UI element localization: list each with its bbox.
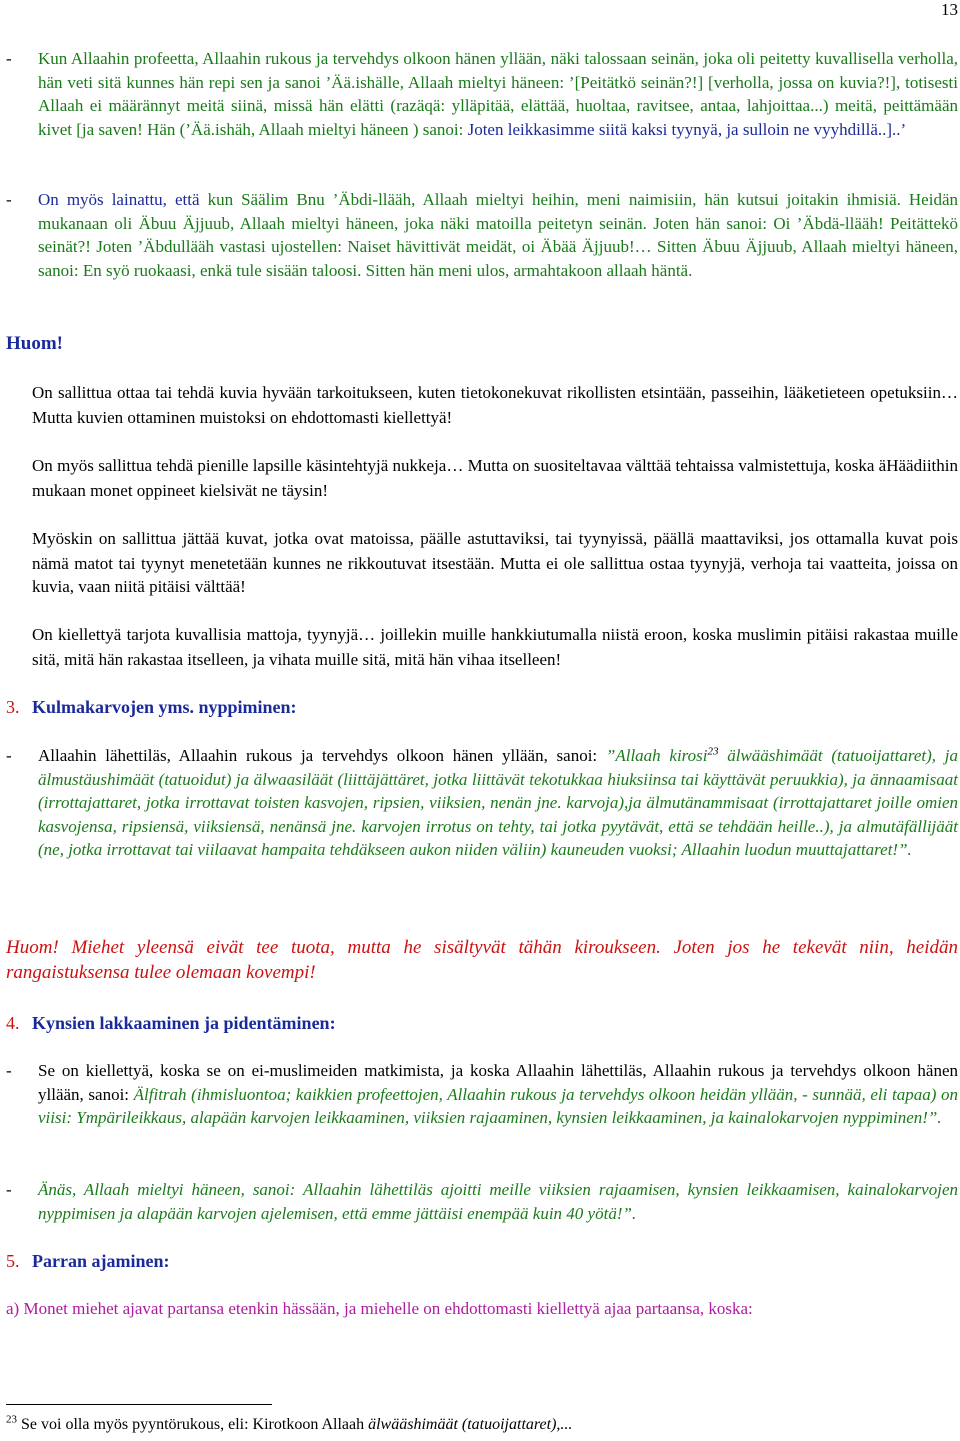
bullet-paragraph-2 (6, 188, 958, 282)
dash: - (6, 49, 12, 68)
item-text: On myös sallittua tehdä pienille lapsille käsintehtyjä nukkeja… Mutta on suositeltavaa välttää tehtaissa valmistettuja, koska äHäädiithin mukaan monet oppineet kielsivät ne täysin! (32, 456, 958, 500)
bullet-paragraph-4 (6, 1059, 958, 1130)
quote-body: älwääshimäät (tatuoijattaret), ja älmustäushimäät (tatuoidut) ja älwaasiläät (liittäjättäret, jotka liittävät tekotukkaa hiuksiinsa tai käyttävät peruukkia), ja ännaamisaat (irrottajattaret, jotka irrottavat toisten kasvojen, ripsien, viiksien, nenän jne. karvoja),ja älmutänammisaat (irrottajattaret joille omien kasvojensa, ripsiensä, viiksiensä, nenänsä jne. karvojen irrotus on tehty, tai jotka pyytävät, että se tehdään heille..), ja almutäfällijäät (ne, jotka irrottavat tai viilaavat hampaita tehdäkseen aukon niiden väliin) kauneuden vuoksi; Allaahin luodun muuttajattaret!”. (38, 746, 958, 859)
section-title: Kynsien lakkaaminen ja pidentäminen: (32, 1013, 336, 1033)
section-title: Kulmakarvojen yms. nyppiminen: (32, 697, 297, 717)
footnote-text: Se voi olla myös pyyntörukous, eli: Kirotkoon Allaah (17, 1416, 369, 1433)
item-b (6, 454, 958, 502)
item-letter (6, 528, 32, 552)
item-text: On sallittua ottaa tai tehdä kuvia hyvään tarkoitukseen, kuten tietokonekuvat rikollisten etsintään, passeihin, lääketieteen opetuksiin… Mutta kuvien ottaminen muistoksi on ehdottomasti kiellettyä! (32, 383, 958, 427)
item-letter (6, 624, 32, 648)
intro-text: On myös lainattu, että (38, 190, 208, 209)
section-3-heading (6, 696, 958, 720)
bullet-paragraph-1 (6, 47, 958, 141)
item-a (6, 381, 958, 429)
section-number: 4. (6, 1013, 20, 1033)
page-number: 13 (941, 0, 958, 19)
dash: - (6, 746, 12, 765)
footnote-italic: älwääshimäät (tatuoijattaret),... (368, 1416, 573, 1433)
dash: - (6, 190, 12, 209)
item-letter (6, 382, 32, 406)
dash: - (6, 1061, 12, 1080)
section-5-heading (6, 1250, 958, 1274)
intro-text: Se on kiellettyä, koska se on ei-muslimeiden matkimista, ja koska Allaahin lähettiläs, Allaahin rukous ja tervehdys olkoon hänen yllään, sanoi: (38, 1061, 958, 1104)
quote-text: Änäs, Allaah mieltyi häneen, sanoi: Allaahin lähettiläs ajoitti meille viiksien rajaamisen, kynsien leikkaamisen, kainalokarvojen nyppimisen ja alapään karvojen ajelemisen, että emme jättäisi enempää kuin 40 yötä!”. (38, 1180, 958, 1223)
narration-text: kun Säälim Bnu ’Äbdi-llääh, Allaah mieltyi heihin, meni naimisiin, hän kutsui joitakin ihmisiä. Heidän mukanaan oli Äbuu Äjjuub, Allaah mieltyi häneen, joka näki matoilla peitetyn seinän. Joten hän sanoi: Oi ’Äbdä-llääh! Peitättekö seinät?! Joten ’Äbdullääh vastasi ujostellen: Naiset hävittivät meidät, oi Äbää Äjjuub!… Sitten Äbuu Äjjuub, Allaah mieltyi häneen, sanoi: En syö ruokaasi, enkä tule sisään taloosi. Sitten hän meni ulos, armahtakoon allaah häntä. (38, 190, 959, 280)
red-note: Huom! Miehet yleensä eivät tee tuota, mutta he sisältyvät tähän kiroukseen. Joten jos he tekevät niin, heidän rangaistuksensa tulee olemaan kovempi! (6, 937, 958, 983)
section-4-heading (6, 1012, 958, 1036)
intro-text: Allaahin lähettiläs, Allaahin rukous ja tervehdys olkoon hänen yllään, sanoi: (38, 746, 606, 765)
section-number: 5. (6, 1251, 20, 1271)
footnote-divider (6, 1404, 272, 1405)
quote-start: ”Allaah kirosi (605, 746, 708, 765)
section-number: 3. (6, 697, 20, 717)
item-letter (6, 455, 32, 479)
footnote-number: 23 (6, 1413, 17, 1426)
item-c (6, 527, 958, 599)
item-text: Myöskin on sallittua jättää kuvat, jotka ovat matoissa, päälle astuttaviksi, tai tyynyissä, päällä maattaviksi, jos ottamalla kuvat pois nämä matot tai tyynyt menetetään kunnes ne rikkoutuvat itsestään. Mutta ei ole sallittua ostaa tyynyjä, verhoja tai vaatteita, joissa on kuvia, vaan niitä pitäisi välttää! (32, 529, 958, 596)
huom-heading: Huom! (6, 333, 63, 354)
section-title: Parran ajaminen: (32, 1251, 170, 1271)
quote-text: Älfitrah (ihmisluontoa; kaikkien profeettojen, Allaahin rukous ja tervehdys olkoon heidän yllään, - sunnää, eli tapaa) on viisi: Ympärileikkaus, alapään karvojen leikkaaminen, viiksien rajaaminen, kynsien leikkaaminen, ja kainalokarvojen nyppiminen!”. (38, 1084, 958, 1127)
hadith-text-end: Joten leikkasimme siitä kaksi tyynyä, ja sulloin ne vyyhdillä..]..’ (467, 119, 907, 139)
item-d (6, 623, 958, 671)
bullet-paragraph-5 (6, 1178, 958, 1225)
bullet-paragraph-3 (6, 744, 958, 862)
hadith-text: Kun Allaahin profeetta, Allaahin rukous ja tervehdys olkoon hänen yllään, näki talossaan seinän, joka oli peitetty kuvallisella verholla, hän veti sitä kunnes hän repi sen ja sanoi ’Ää.ishälle, Allaah mieltyi häneen: ’[Peitätkö seinän?!] [verholla, jossa on kuvia?!], totisesti Allaah ei määrännyt meitä siinä, missä hän elätti (razäqä: ylläpitää, elättää, huoltaa, ravitsee, antaa, lahjoittaa...) meitä, peittämään kivet [ja saven! Hän (’Ää.ishäh, Allaah mieltyi häneen ) sanoi: (38, 49, 958, 139)
purple-line: a) Monet miehet ajavat partansa etenkin hässään, ja miehelle on ehdottomasti kiellettyä ajaa partaansa, koska: (6, 1299, 753, 1318)
footnote-ref[interactable]: 23 (707, 745, 719, 758)
footnote (6, 1413, 572, 1437)
dash: - (6, 1180, 12, 1199)
item-text: On kiellettyä tarjota kuvallisia mattoja, tyynyjä… joillekin muille hankkiutumalla niistä eroon, koska muslimin pitäisi rakastaa muille sitä, mitä hän rakastaa itselleen, ja vihata muille sitä, mitä hän vihaa itselleen! (32, 625, 958, 669)
